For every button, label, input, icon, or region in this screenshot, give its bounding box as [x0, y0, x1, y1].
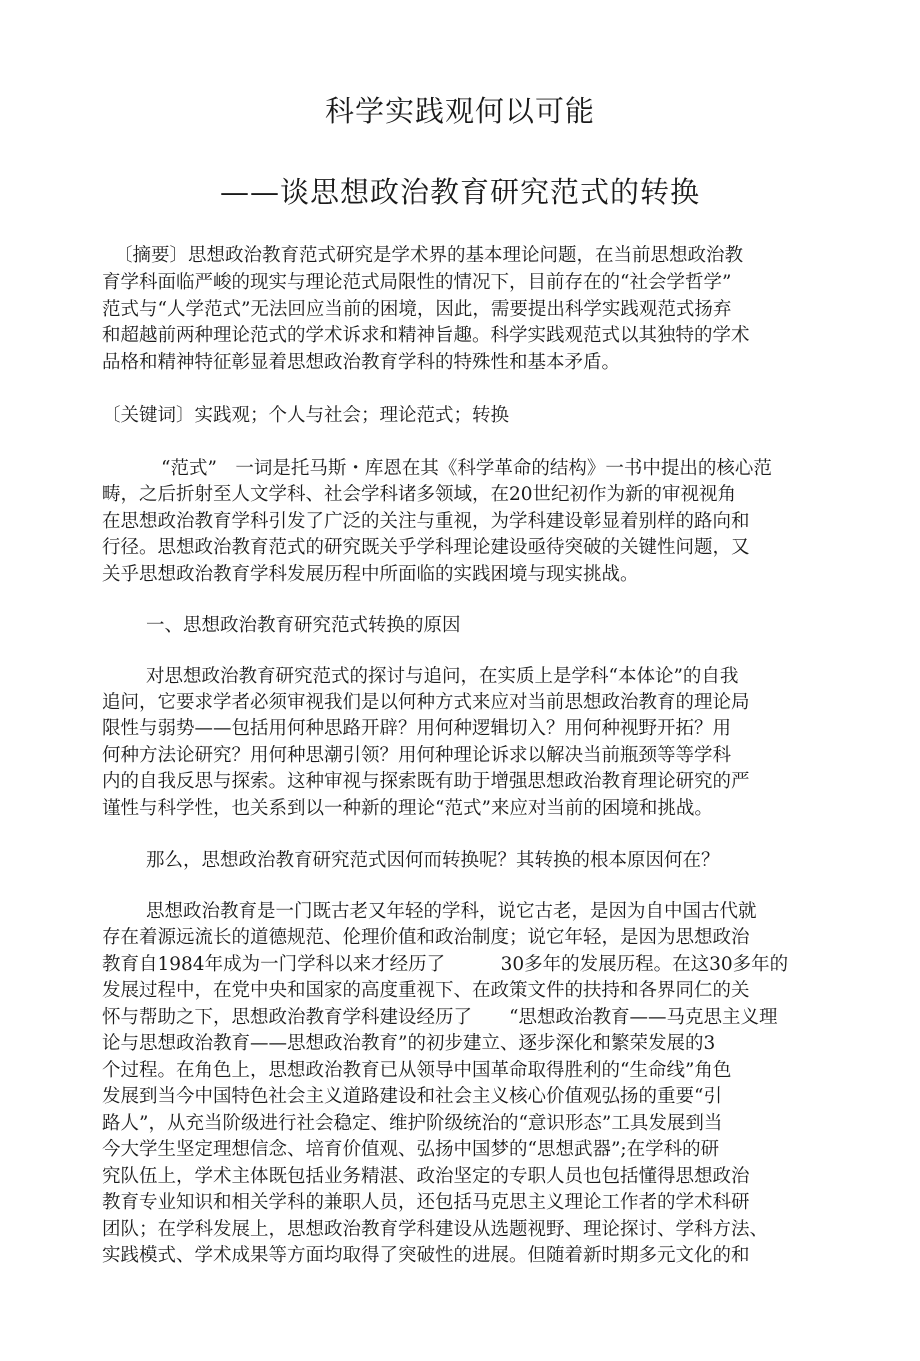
paragraph-line: 追问，它要求学者必须审视我们是以何种方式来应对当前思想政治教育的理论局 — [102, 692, 750, 713]
paragraph-line: 何种方法论研究？用何种思潮引领？用何种理论诉求以解决当前瓶颈等等学科 — [102, 745, 732, 766]
paragraph-line: 存在着源远流长的道德规范、伦理价值和政治制度；说它年轻，是因为思想政治 — [102, 927, 750, 948]
abstract-line: 〔摘要〕思想政治教育范式研究是学术界的基本理论问题，在当前思想政治教 — [114, 245, 744, 266]
paragraph-line: 思想政治教育是一门既古老又年轻的学科，说它古老，是因为自中国古代就 — [146, 901, 757, 922]
paragraph-line: 究队伍上，学术主体既包括业务精湛、政治坚定的专职人员也包括懂得思想政治 — [102, 1166, 750, 1187]
paragraph-line: 发展到当今中国特色社会主义道路建设和社会主义核心价值观弘扬的重要“引 — [102, 1086, 722, 1107]
abstract-line: 品格和精神特征彰显着思想政治教育学科的特殊性和基本矛盾。 — [102, 352, 621, 373]
paragraph-line: 内的自我反思与探索。这种审视与探索既有助于增强思想政治教育理论研究的严 — [102, 771, 750, 792]
paragraph-line: 路人”，从充当阶级进行社会稳定、维护阶级统治的“意识形态”工具发展到当 — [102, 1113, 723, 1134]
paragraph-line: 限性与弱势——包括用何种思路开辟？用何种逻辑切入？用何种视野开拓？用 — [102, 718, 732, 739]
paragraph-line: 谨性与科学性，也关系到以一种新的理论“范式”来应对当前的困境和挑战。 — [102, 798, 713, 819]
abstract-line: 范式与“人学范式”无法回应当前的困境，因此，需要提出科学实践观范式扬弃 — [102, 299, 732, 320]
intro-line: 关乎思想政治教育学科发展历程中所面临的实践困境与现实挑战。 — [102, 564, 639, 585]
paragraph-line: 对思想政治教育研究范式的探讨与追问，在实质上是学科“本体论”的自我 — [146, 666, 739, 687]
paragraph-line: 教育专业知识和相关学科的兼职人员，还包括马克思主义理论工作者的学术科研 — [102, 1192, 750, 1213]
paragraph-line: 今大学生坚定理想信念、培育价值观、弘扬中国梦的“思想武器”;在学科的研 — [102, 1139, 720, 1160]
abstract-line: 育学科面临严峻的现实与理论范式局限性的情况下，目前存在的“社会学哲学” — [102, 272, 732, 293]
paragraph-line: 个过程。在角色上，思想政治教育已从领导中国革命取得胜利的“生命线”角色 — [102, 1060, 732, 1081]
paragraph-line: 实践模式、学术成果等方面均取得了突破性的进展。但随着新时期多元文化的和 — [102, 1245, 750, 1266]
page-title: 科学实践观何以可能 — [324, 94, 595, 128]
intro-line: 行径。思想政治教育范式的研究既关乎学科理论建设亟待突破的关键性问题，又 — [102, 537, 750, 558]
intro-line: “范式” 一词是托马斯・库恩在其《科学革命的结构》一书中提出的核心范 — [161, 458, 772, 479]
paragraph-line: 怀与帮助之下，思想政治教育学科建设经历了 “思想政治教育——马克思主义理 — [102, 1007, 778, 1028]
paragraph-line: 教育自1984年成为一门学科以来才经历了 30多年的发展历程。在这30多年的 — [102, 954, 789, 975]
question-line: 那么，思想政治教育研究范式因何而转换呢？其转换的根本原因何在？ — [146, 850, 720, 871]
section-heading: 一、思想政治教育研究范式转换的原因 — [146, 615, 461, 636]
intro-line: 在思想政治教育学科引发了广泛的关注与重视，为学科建设彰显着别样的路向和 — [102, 511, 750, 532]
keywords: 〔关键词〕实践观；个人与社会；理论范式；转换 — [102, 405, 510, 426]
paragraph-line: 论与思想政治教育——思想政治教育”的初步建立、逐步深化和繁荣发展的3 — [102, 1033, 716, 1054]
paragraph-line: 团队；在学科发展上，思想政治教育学科建设从选题视野、理论探讨、学科方法、 — [102, 1219, 769, 1240]
page-subtitle: ——谈思想政治教育研究范式的转换 — [219, 175, 700, 209]
abstract-line: 和超越前两种理论范式的学术诉求和精神旨趣。科学实践观范式以其独特的学术 — [102, 325, 750, 346]
paragraph-line: 发展过程中，在党中央和国家的高度重视下、在政策文件的扶持和各界同仁的关 — [102, 980, 750, 1001]
intro-line: 畴，之后折射至人文学科、社会学科诸多领域，在20世纪初作为新的审视视角 — [102, 484, 737, 505]
